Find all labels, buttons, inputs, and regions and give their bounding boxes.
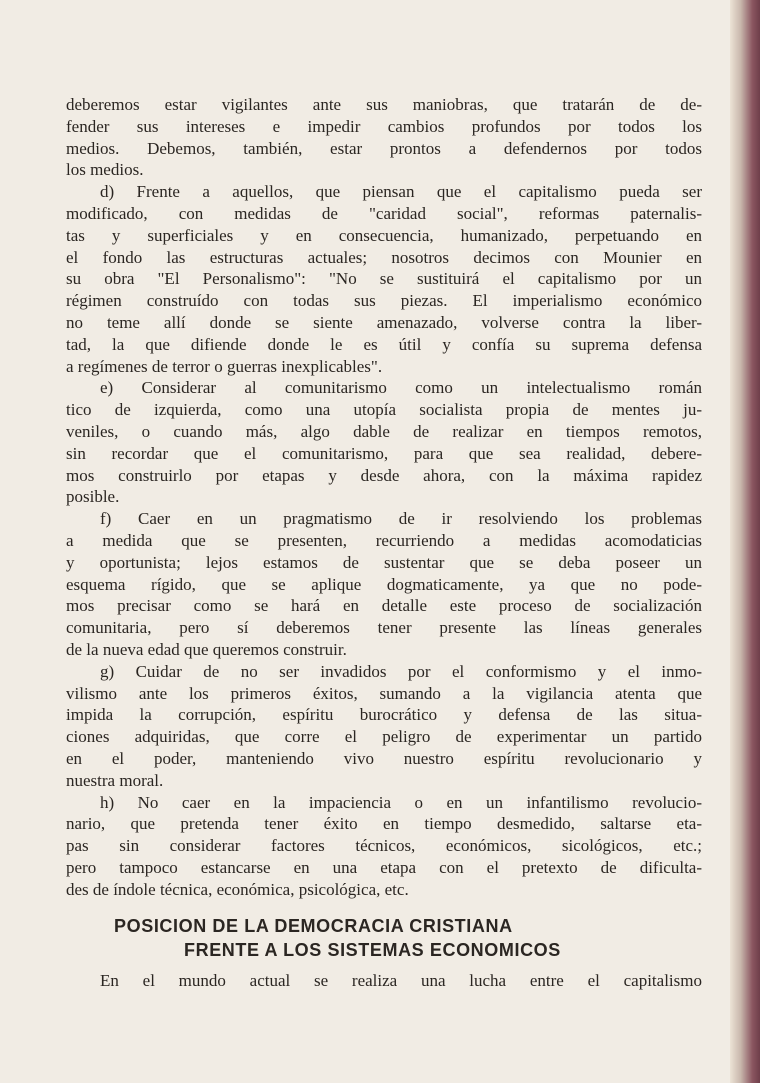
text-line: tico de izquierda, como una utopía socialista propia de mentes ju- bbox=[66, 400, 702, 420]
paragraph-p-cont bbox=[66, 94, 702, 181]
text-line: pero tampoco estancarse en una etapa con el pretexto de dificulta- bbox=[66, 857, 702, 877]
text-line: des de índole técnica, económica, psicológica, etc. bbox=[66, 879, 409, 899]
text-line: de la nueva edad que queremos construir. bbox=[66, 639, 347, 659]
text-line: posible. bbox=[66, 487, 120, 507]
text-line: régimen construído con todas sus piezas. El imperialismo económico bbox=[66, 291, 702, 311]
text-line: veniles, o cuando más, algo dable de realizar en tiempos remotos, bbox=[66, 421, 702, 441]
text-line: mos construirlo por etapas y desde ahora, con la máxima rapidez bbox=[66, 465, 702, 485]
text-line: a medida que se presenten, recurriendo a medidas acomodaticias bbox=[66, 530, 702, 550]
text-line: nario, que pretenda tener éxito en tiempo desmedido, saltarse eta- bbox=[66, 814, 702, 834]
text-line: modificado, con medidas de "caridad social", reformas paternalis- bbox=[66, 203, 702, 223]
text-line: tad, la que difiende donde le es útil y confía su suprema defensa bbox=[66, 334, 702, 354]
text-line: su obra "El Personalismo": "No se sustituirá el capitalismo por un bbox=[66, 269, 702, 289]
section-heading-line-2: FRENTE A LOS SISTEMAS ECONOMICOS bbox=[184, 940, 561, 961]
section-heading-line-1: POSICION DE LA DEMOCRACIA CRISTIANA bbox=[114, 916, 513, 937]
text-line: pas sin considerar factores técnicos, económicos, sicológicos, etc.; bbox=[66, 836, 702, 856]
final-paragraph bbox=[66, 970, 702, 992]
paragraph-p-e bbox=[66, 377, 702, 508]
paragraphs bbox=[66, 94, 702, 900]
page-text bbox=[66, 94, 702, 992]
text-line: En el mundo actual se realiza una lucha entre el capitalismo bbox=[100, 971, 702, 991]
text-line: h) No caer en la impaciencia o en un infantilismo revolucio- bbox=[100, 792, 702, 812]
text-line: sin recordar que el comunitarismo, para que sea realidad, debere- bbox=[66, 443, 702, 463]
text-line: d) Frente a aquellos, que piensan que el capitalismo pueda ser bbox=[100, 182, 702, 202]
text-line: f) Caer en un pragmatismo de ir resolviendo los problemas bbox=[100, 509, 702, 529]
text-line: tas y superficiales y en consecuencia, humanizado, perpetuando en bbox=[66, 225, 702, 245]
page-gutter bbox=[730, 0, 760, 1083]
paragraph-p-h bbox=[66, 792, 702, 901]
text-line: no teme allí donde se siente amenazado, volverse contra la liber- bbox=[66, 312, 702, 332]
text-line: fender sus intereses e impedir cambios profundos por todos los bbox=[66, 116, 702, 136]
text-line: a regímenes de terror o guerras inexplicables". bbox=[66, 356, 383, 376]
text-line: medios. Debemos, también, estar prontos a defendernos por todos bbox=[66, 138, 702, 158]
text-line: g) Cuidar de no ser invadidos por el conformismo y el inmo- bbox=[100, 661, 702, 681]
text-line: ciones adquiridas, que corre el peligro de experimentar un partido bbox=[66, 727, 702, 747]
text-line: vilismo ante los primeros éxitos, sumando a la vigilancia atenta que bbox=[66, 683, 702, 703]
text-line: e) Considerar al comunitarismo como un intelectualismo román bbox=[100, 378, 702, 398]
text-line: mos precisar como se hará en detalle este proceso de socialización bbox=[66, 596, 702, 616]
text-line: y oportunista; lejos estamos de sustentar que se deba poseer un bbox=[66, 552, 702, 572]
text-line: comunitaria, pero sí deberemos tener presente las líneas generales bbox=[66, 618, 702, 638]
section-heading bbox=[66, 914, 702, 962]
text-line: esquema rígido, que se aplique dogmaticamente, ya que no pode- bbox=[66, 574, 702, 594]
paragraph-p-g bbox=[66, 661, 702, 792]
paragraph-p-f bbox=[66, 508, 702, 661]
text-line: en el poder, manteniendo vivo nuestro espíritu revolucionario y bbox=[66, 748, 702, 768]
paragraph-p-d bbox=[66, 181, 702, 377]
text-line: el fondo las estructuras actuales; nosotros decimos con Mounier en bbox=[66, 247, 702, 267]
text-line: deberemos estar vigilantes ante sus maniobras, que tratarán de de- bbox=[66, 95, 702, 114]
text-line: los medios. bbox=[66, 160, 144, 180]
text-line: nuestra moral. bbox=[66, 770, 164, 790]
text-line: impida la corrupción, espíritu burocrático y defensa de las situa- bbox=[66, 705, 702, 725]
